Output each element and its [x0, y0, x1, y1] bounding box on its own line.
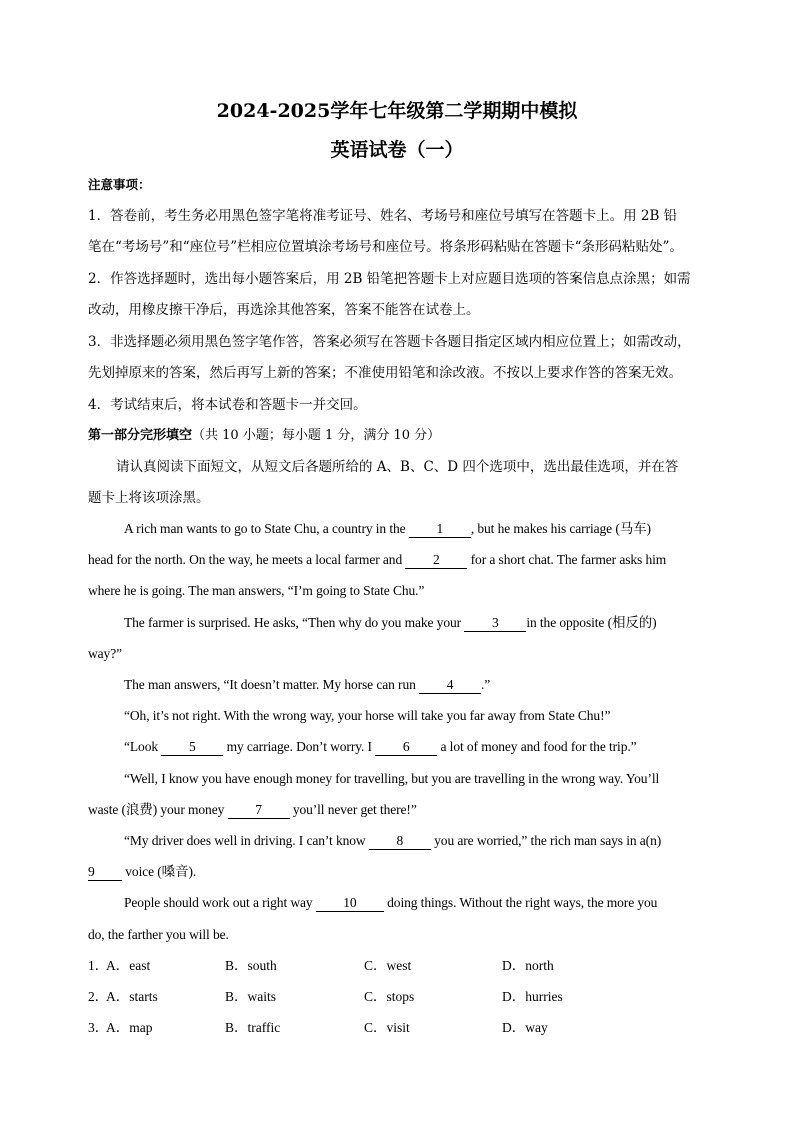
passage-line-9: “Well, I know you have enough money for travelling, but you are travelling in the wrong way. You’ll — [124, 771, 660, 786]
blank-3: 3 — [464, 615, 526, 632]
section1-title: 第一部分完形填空 — [88, 428, 193, 443]
exam-subtitle: 英语试卷（一） — [330, 139, 464, 161]
option-a[interactable]: A．map — [106, 1020, 153, 1035]
text: A rich man wants to go to State Chu, a country in the — [124, 521, 406, 536]
passage-line-5: way?” — [88, 646, 122, 661]
text: “My driver does well in driving. I can’t know — [124, 833, 366, 848]
passage-line-13 — [124, 893, 744, 913]
blank-1: 1 — [409, 521, 471, 538]
text: .” — [481, 677, 491, 692]
blank-10: 10 — [316, 895, 384, 912]
option-c[interactable]: C．stops — [364, 989, 415, 1004]
passage-line-14: do, the farther you will be. — [88, 927, 229, 942]
option-b[interactable]: B．waits — [225, 989, 277, 1004]
question-number: 1． — [88, 958, 109, 973]
text: People should work out a right way — [124, 895, 313, 910]
section1-instruction-2: 题卡上将该项涂黑。 — [88, 490, 210, 506]
text: my carriage. Don’t worry. I — [226, 739, 372, 754]
passage-line-8 — [124, 737, 744, 757]
passage-line-2 — [88, 550, 708, 570]
blank-5: 5 — [161, 739, 223, 756]
text: in the opposite (相反的) — [526, 615, 657, 630]
note-line-6: 先划掉原来的答案，然后再写上新的答案；不准使用铅笔和涂改液。不按以上要求作答的答案无效。 — [88, 365, 682, 381]
text: waste (浪费) your money — [88, 802, 225, 817]
option-c[interactable]: C．visit — [364, 1020, 410, 1035]
note-line-4: 改动，用橡皮擦干净后，再选涂其他答案，答案不能答在试卷上。 — [88, 302, 480, 318]
question-number: 3． — [88, 1020, 109, 1035]
note-line-2: 笔在“考场号”和“座位号”栏相应位置填涂考场号和座位号。将条形码粘贴在答题卡“条形码粘贴处”。 — [88, 239, 683, 255]
text: The farmer is surprised. He asks, “Then why do you make your — [124, 615, 462, 630]
passage-line-12 — [88, 862, 708, 882]
option-b[interactable]: B．south — [225, 958, 277, 973]
note-line-7: 4．考试结束后，将本试卷和答题卡一并交回。 — [88, 397, 367, 413]
text: head for the north. On the way, he meets a local farmer and — [88, 552, 403, 567]
option-b[interactable]: B．traffic — [225, 1020, 281, 1035]
text: The man answers, “It doesn’t matter. My horse can run — [124, 677, 416, 692]
section1-note: （共 10 小题；每小题 1 分，满分 10 分） — [192, 428, 441, 443]
text: for a short chat. The farmer asks him — [470, 552, 667, 567]
section1-heading — [88, 426, 718, 446]
exam-title: 2024-2025学年七年级第二学期期中模拟 — [216, 100, 578, 122]
blank-7: 7 — [228, 802, 290, 819]
question-number: 2． — [88, 989, 109, 1004]
passage-line-3: where he is going. The man answers, “I’m going to State Chu.” — [88, 583, 425, 598]
option-c[interactable]: C．west — [364, 958, 412, 973]
notes-heading: 注意事项： — [88, 177, 151, 192]
passage-line-6 — [124, 675, 744, 695]
text: you are worried,” the rich man says in a(n) — [434, 833, 662, 848]
text: doing things. Without the right ways, the more you — [387, 895, 658, 910]
option-d[interactable]: D．way — [502, 1020, 548, 1035]
blank-2: 2 — [405, 552, 467, 569]
option-a[interactable]: A．starts — [106, 989, 158, 1004]
text: a lot of money and food for the trip.” — [440, 739, 637, 754]
section1-instruction-1: 请认真阅读下面短文，从短文后各题所给的 A、B、C、D 四个选项中，选出最佳选项，并在答 — [116, 459, 679, 475]
passage-line-7: “Oh, it’s not right. With the wrong way, your horse will take you far away from State Chu!” — [124, 708, 611, 723]
blank-4: 4 — [419, 677, 481, 694]
text: “Look — [124, 739, 158, 754]
blank-8: 8 — [369, 833, 431, 850]
passage-line-11 — [124, 831, 744, 851]
text: , but he makes his carriage (马车) — [470, 521, 651, 536]
text: voice (嗓音). — [125, 864, 197, 879]
blank-9: 9 — [88, 864, 122, 881]
blank-6: 6 — [375, 739, 437, 756]
option-a[interactable]: A．east — [106, 958, 151, 973]
note-line-1: 1．答卷前，考生务必用黑色签字笔将准考证号、姓名、考场号和座位号填写在答题卡上。用 2B 铅 — [88, 208, 678, 224]
option-d[interactable]: D．hurries — [502, 989, 563, 1004]
passage-line-10 — [88, 800, 708, 820]
text: you’ll never get there!” — [292, 802, 417, 817]
passage-line-4 — [124, 613, 744, 633]
passage-line-1 — [124, 519, 744, 539]
note-line-3: 2．作答选择题时，选出每小题答案后，用 2B 铅笔把答题卡上对应题目选项的答案信息点涂黑；如需 — [88, 271, 691, 287]
note-line-5: 3．非选择题必须用黑色签字笔作答，答案必须写在答题卡各题目指定区域内相应位置上；如需改动， — [88, 334, 691, 350]
option-d[interactable]: D．north — [502, 958, 554, 973]
